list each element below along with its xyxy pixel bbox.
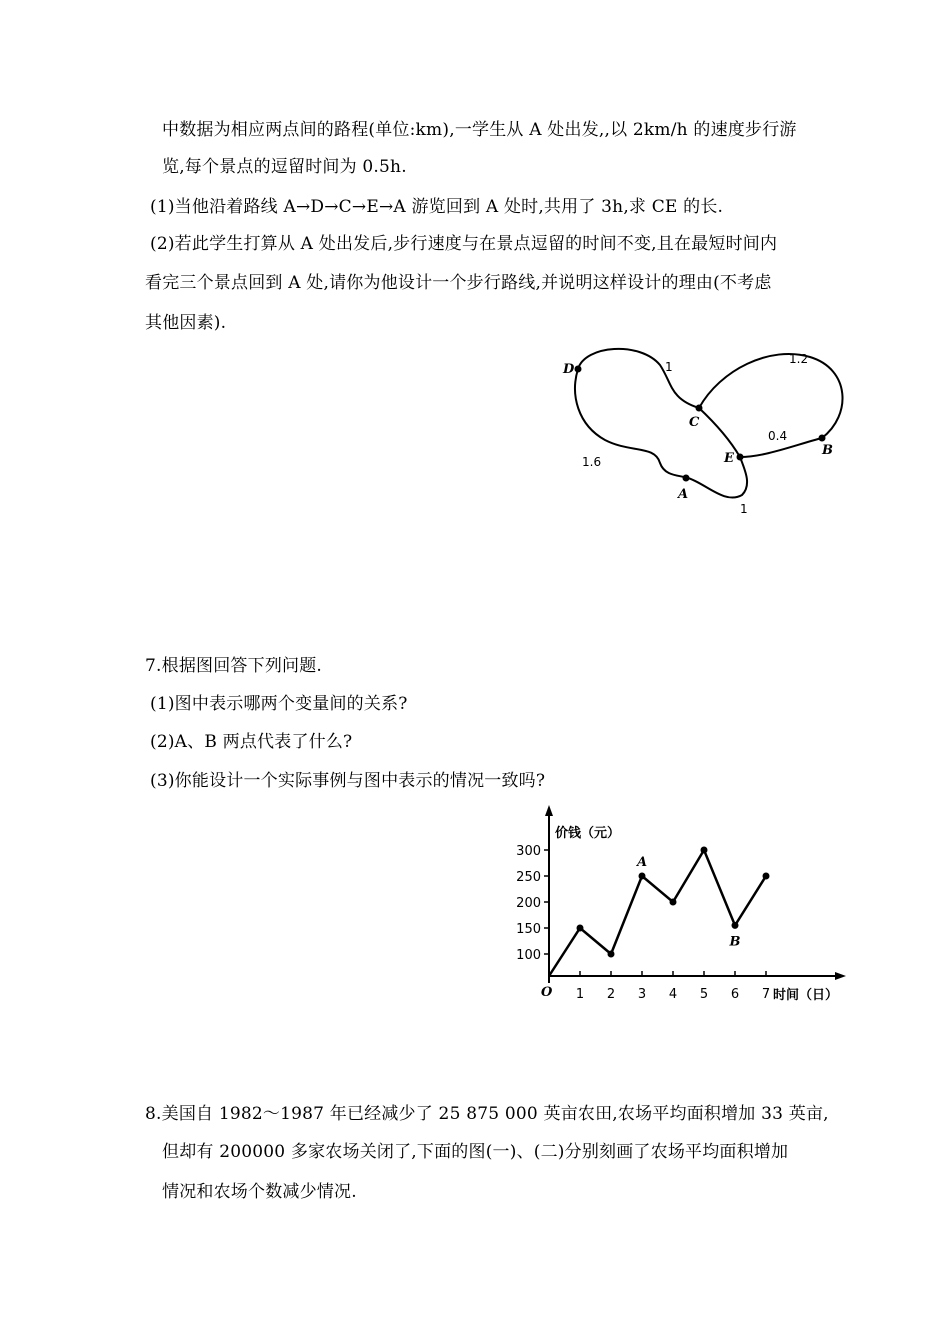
route-map-figure <box>560 345 850 520</box>
x-axis-arrow <box>835 972 846 980</box>
data-point-day-6 <box>732 922 739 929</box>
data-point-day-5 <box>701 847 708 854</box>
p8-line-2: 但却有 200000 多家农场关闭了,下面的图(一)、(二)分别刻画了农场平均面积增加 <box>162 1142 789 1162</box>
x-tick-label-3: 3 <box>637 987 647 1002</box>
distance-dc: 1 <box>665 360 673 374</box>
y-axis-title: 价钱（元） <box>555 826 621 841</box>
y-tick-label-250: 250 <box>516 870 541 885</box>
p6-question-1: (1)当他沿着路线 A→D→C→E→A 游览回到 A 处时,共用了 3h,求 CE 的长. <box>150 197 724 217</box>
p6-question-2-line-1: (2)若此学生打算从 A 处出发后,步行速度与在景点逗留的时间不变,且在最短时间内 <box>150 234 778 254</box>
point-c <box>696 405 703 412</box>
y-tick-label-300: 300 <box>516 844 541 859</box>
p7-question-3: (3)你能设计一个实际事例与图中表示的情况一致吗? <box>150 771 546 791</box>
y-tick-label-100: 100 <box>516 948 541 963</box>
price-line-chart <box>510 803 850 1003</box>
y-tick-label-200: 200 <box>516 896 541 911</box>
label-b: B <box>822 443 833 458</box>
data-point-day-3 <box>639 873 646 880</box>
p8-line-3: 情况和农场个数减少情况. <box>162 1182 357 1202</box>
distance-cb: 1.2 <box>789 352 809 366</box>
p6-question-2-line-2: 看完三个景点回到 A 处,请你为他设计一个步行路线,并说明这样设计的理由(不考虑 <box>145 273 772 293</box>
label-d: D <box>563 362 575 377</box>
point-d <box>575 366 582 373</box>
x-tick-label-2: 2 <box>606 987 616 1002</box>
label-a: A <box>678 487 689 502</box>
p6-line-1: 中数据为相应两点间的路程(单位:km),一学生从 A 处出发,,以 2km/h 的速度步行游 <box>162 120 797 140</box>
label-e: E <box>724 451 734 466</box>
x-tick-label-1: 1 <box>575 987 585 1002</box>
distance-da: 1.6 <box>582 455 602 469</box>
x-axis-title: 时间（日） <box>773 988 839 1003</box>
data-point-day-7 <box>763 873 770 880</box>
distance-ae: 1 <box>740 502 748 516</box>
x-tick-label-6: 6 <box>730 987 740 1002</box>
data-point-day-2 <box>608 951 615 958</box>
p7-title: 7.根据图回答下列问题. <box>145 656 323 676</box>
data-point-day-4 <box>670 899 677 906</box>
origin-label: O <box>541 985 553 1000</box>
price-series-line <box>549 850 766 976</box>
x-tick-label-7: 7 <box>761 987 771 1002</box>
annotation-A: A <box>636 855 648 870</box>
distance-eb: 0.4 <box>768 429 788 443</box>
y-tick-label-150: 150 <box>516 922 541 937</box>
x-tick-label-4: 4 <box>668 987 678 1002</box>
label-c: C <box>689 415 700 430</box>
annotation-B: B <box>729 934 741 950</box>
p7-question-1: (1)图中表示哪两个变量间的关系? <box>150 694 408 714</box>
point-b <box>819 435 826 442</box>
y-axis-arrow <box>545 805 553 816</box>
point-e <box>737 454 744 461</box>
point-a <box>683 475 690 482</box>
p6-question-2-line-3: 其他因素). <box>145 313 227 333</box>
p8-line-1: 8.美国自 1982～1987 年已经减少了 25 875 000 英亩农田,农场平均面积增加 33 英亩, <box>145 1104 829 1124</box>
p6-line-2: 览,每个景点的逗留时间为 0.5h. <box>162 157 407 177</box>
x-tick-label-5: 5 <box>699 987 709 1002</box>
p7-question-2: (2)A、B 两点代表了什么? <box>150 732 353 752</box>
data-point-day-1 <box>577 925 584 932</box>
